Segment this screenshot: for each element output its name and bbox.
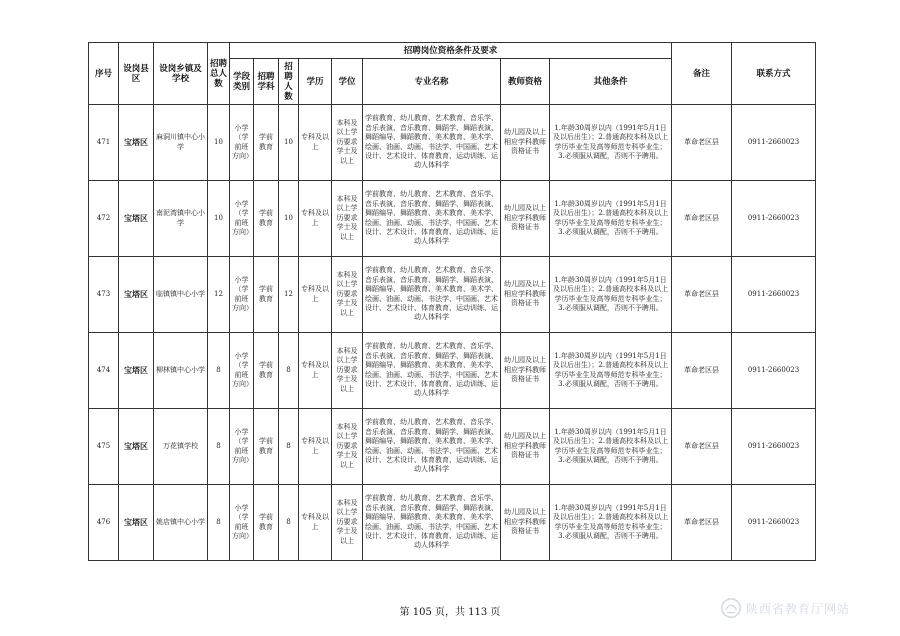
cell-certificate: 幼儿园及以上相应学科教师资格证书 <box>501 485 550 561</box>
cell-contact: 0911-2660023 <box>732 257 816 333</box>
cell-subject: 学前教育 <box>254 409 279 485</box>
ministry-logo-icon <box>720 597 742 619</box>
cell-count: 8 <box>279 409 299 485</box>
cell-note: 革命老区县 <box>672 257 732 333</box>
cell-stage: 小学（学前班方向） <box>230 485 254 561</box>
cell-total: 8 <box>208 409 230 485</box>
cell-stage: 小学（学前班方向） <box>230 105 254 181</box>
header-major: 专业名称 <box>363 59 501 105</box>
header-seq: 序号 <box>89 43 119 105</box>
site-watermark <box>720 594 890 622</box>
cell-total: 8 <box>208 485 230 561</box>
cell-major: 学前教育、幼儿教育、艺术教育、音乐学、音乐表演、音乐教育、舞蹈学、舞蹈表演、舞蹈编导、舞蹈教育、美术教育、美术学、绘画、油画、动画、书法学、中国画、艺术设计、艺术设计、体育教育、运动训练、运动人体科学 <box>363 409 501 485</box>
cell-degree: 本科及以上学历要求学士及以上 <box>332 485 363 561</box>
cell-major: 学前教育、幼儿教育、艺术教育、音乐学、音乐表演、音乐教育、舞蹈学、舞蹈表演、舞蹈编导、舞蹈教育、美术教育、美术学、绘画、油画、动画、书法学、中国画、艺术设计、艺术设计、体育教育、运动训练、运动人体科学 <box>363 181 501 257</box>
cell-note: 革命老区县 <box>672 485 732 561</box>
header-county: 设岗县区 <box>119 43 154 105</box>
cell-county: 宝塔区 <box>119 333 154 409</box>
cell-total: 10 <box>208 105 230 181</box>
cell-major: 学前教育、幼儿教育、艺术教育、音乐学、音乐表演、音乐教育、舞蹈学、舞蹈表演、舞蹈编导、舞蹈教育、美术教育、美术学、绘画、油画、动画、书法学、中国画、艺术设计、艺术设计、体育教育、运动训练、运动人体科学 <box>363 485 501 561</box>
cell-count: 8 <box>279 485 299 561</box>
cell-education: 专科及以上 <box>299 257 332 333</box>
cell-subject: 学前教育 <box>254 181 279 257</box>
cell-county: 宝塔区 <box>119 257 154 333</box>
cell-subject: 学前教育 <box>254 105 279 181</box>
cell-degree: 本科及以上学历要求学士及以上 <box>332 105 363 181</box>
header-other-conditions: 其他条件 <box>550 59 672 105</box>
cell-count: 8 <box>279 333 299 409</box>
table-row <box>89 485 816 561</box>
cell-other-conditions: 1.年龄30周岁以内（1991年5月1日及以后出生）；2.普通高校本科及以上学历毕业生及高等师范专科毕业生；3.必须服从调配，否则不予聘用。 <box>550 257 672 333</box>
cell-school: 姚店镇中心小学 <box>154 485 208 561</box>
header-degree: 学位 <box>332 59 363 105</box>
cell-total: 8 <box>208 333 230 409</box>
cell-stage: 小学（学前班方向） <box>230 181 254 257</box>
cell-certificate: 幼儿园及以上相应学科教师资格证书 <box>501 409 550 485</box>
watermark-text: 陕西省教育厅网站 <box>746 601 851 616</box>
cell-seq: 474 <box>89 333 119 409</box>
cell-certificate: 幼儿园及以上相应学科教师资格证书 <box>501 257 550 333</box>
cell-certificate: 幼儿园及以上相应学科教师资格证书 <box>501 181 550 257</box>
cell-certificate: 幼儿园及以上相应学科教师资格证书 <box>501 333 550 409</box>
cell-subject: 学前教育 <box>254 257 279 333</box>
cell-note: 革命老区县 <box>672 105 732 181</box>
header-contact: 联系方式 <box>732 43 816 105</box>
table-row <box>89 333 816 409</box>
table-row <box>89 105 816 181</box>
cell-note: 革命老区县 <box>672 181 732 257</box>
cell-major: 学前教育、幼儿教育、艺术教育、音乐学、音乐表演、音乐教育、舞蹈学、舞蹈表演、舞蹈编导、舞蹈教育、美术教育、美术学、绘画、油画、动画、书法学、中国画、艺术设计、艺术设计、体育教育、运动训练、运动人体科学 <box>363 257 501 333</box>
cell-seq: 476 <box>89 485 119 561</box>
cell-school: 柳林镇中心小学 <box>154 333 208 409</box>
cell-certificate: 幼儿园及以上相应学科教师资格证书 <box>501 105 550 181</box>
cell-degree: 本科及以上学历要求学士及以上 <box>332 409 363 485</box>
cell-degree: 本科及以上学历要求学士及以上 <box>332 333 363 409</box>
cell-school: 麻洞川镇中心小学 <box>154 105 208 181</box>
table-row <box>89 409 816 485</box>
cell-stage: 小学（学前班方向） <box>230 409 254 485</box>
cell-subject: 学前教育 <box>254 333 279 409</box>
cell-count: 10 <box>279 181 299 257</box>
cell-stage: 小学（学前班方向） <box>230 257 254 333</box>
cell-contact: 0911-2660023 <box>732 181 816 257</box>
cell-contact: 0911-2660023 <box>732 485 816 561</box>
cell-other-conditions: 1.年龄30周岁以内（1991年5月1日及以后出生）；2.普通高校本科及以上学历毕业生及高等师范专科毕业生；3.必须服从调配，否则不予聘用。 <box>550 333 672 409</box>
header-total: 招聘总人数 <box>208 43 230 105</box>
cell-seq: 473 <box>89 257 119 333</box>
cell-other-conditions: 1.年龄30周岁以内（1991年5月1日及以后出生）；2.普通高校本科及以上学历毕业生及高等师范专科毕业生；3.必须服从调配，否则不予聘用。 <box>550 485 672 561</box>
cell-seq: 472 <box>89 181 119 257</box>
cell-school: 南泥湾镇中心小学 <box>154 181 208 257</box>
cell-count: 12 <box>279 257 299 333</box>
cell-contact: 0911-2660023 <box>732 105 816 181</box>
header-school: 设岗乡镇及学校 <box>154 43 208 105</box>
cell-other-conditions: 1.年龄30周岁以内（1991年5月1日及以后出生）；2.普通高校本科及以上学历毕业生及高等师范专科毕业生；3.必须服从调配，否则不予聘用。 <box>550 409 672 485</box>
page-footer: 第 105 页，共 113 页 <box>399 607 501 618</box>
cell-count: 10 <box>279 105 299 181</box>
cell-county: 宝塔区 <box>119 181 154 257</box>
cell-subject: 学前教育 <box>254 485 279 561</box>
header-subject: 招聘学科 <box>254 59 279 105</box>
cell-school: 临镇镇中心小学 <box>154 257 208 333</box>
cell-county: 宝塔区 <box>119 105 154 181</box>
header-stage: 学段类别 <box>230 59 254 105</box>
table-header <box>89 43 816 105</box>
table-row <box>89 181 816 257</box>
cell-total: 12 <box>208 257 230 333</box>
cell-stage: 小学（学前班方向） <box>230 333 254 409</box>
cell-total: 10 <box>208 181 230 257</box>
cell-county: 宝塔区 <box>119 409 154 485</box>
recruitment-table <box>88 42 816 561</box>
cell-note: 革命老区县 <box>672 409 732 485</box>
cell-seq: 471 <box>89 105 119 181</box>
cell-other-conditions: 1.年龄30周岁以内（1991年5月1日及以后出生）；2.普通高校本科及以上学历毕业生及高等师范专科毕业生；3.必须服从调配，否则不予聘用。 <box>550 181 672 257</box>
cell-education: 专科及以上 <box>299 409 332 485</box>
cell-school: 万花镇学校 <box>154 409 208 485</box>
header-certificate: 教师资格 <box>501 59 550 105</box>
cell-contact: 0911-2660023 <box>732 409 816 485</box>
header-education: 学历 <box>299 59 332 105</box>
cell-seq: 475 <box>89 409 119 485</box>
cell-degree: 本科及以上学历要求学士及以上 <box>332 181 363 257</box>
cell-note: 革命老区县 <box>672 333 732 409</box>
cell-education: 专科及以上 <box>299 333 332 409</box>
table-row <box>89 257 816 333</box>
cell-major: 学前教育、幼儿教育、艺术教育、音乐学、音乐表演、音乐教育、舞蹈学、舞蹈表演、舞蹈编导、舞蹈教育、美术教育、美术学、绘画、油画、动画、书法学、中国画、艺术设计、艺术设计、体育教育、运动训练、运动人体科学 <box>363 333 501 409</box>
cell-contact: 0911-2660023 <box>732 333 816 409</box>
cell-education: 专科及以上 <box>299 181 332 257</box>
cell-degree: 本科及以上学历要求学士及以上 <box>332 257 363 333</box>
cell-other-conditions: 1.年龄30周岁以内（1991年5月1日及以后出生）；2.普通高校本科及以上学历毕业生及高等师范专科毕业生；3.必须服从调配，否则不予聘用。 <box>550 105 672 181</box>
cell-county: 宝塔区 <box>119 485 154 561</box>
cell-major: 学前教育、幼儿教育、艺术教育、音乐学、音乐表演、音乐教育、舞蹈学、舞蹈表演、舞蹈编导、舞蹈教育、美术教育、美术学、绘画、油画、动画、书法学、中国画、艺术设计、艺术设计、体育教育、运动训练、运动人体科学 <box>363 105 501 181</box>
header-requirements-group: 招聘岗位资格条件及要求 <box>230 43 672 59</box>
header-note: 备注 <box>672 43 732 105</box>
header-count: 招聘人数 <box>279 59 299 105</box>
cell-education: 专科及以上 <box>299 105 332 181</box>
cell-education: 专科及以上 <box>299 485 332 561</box>
